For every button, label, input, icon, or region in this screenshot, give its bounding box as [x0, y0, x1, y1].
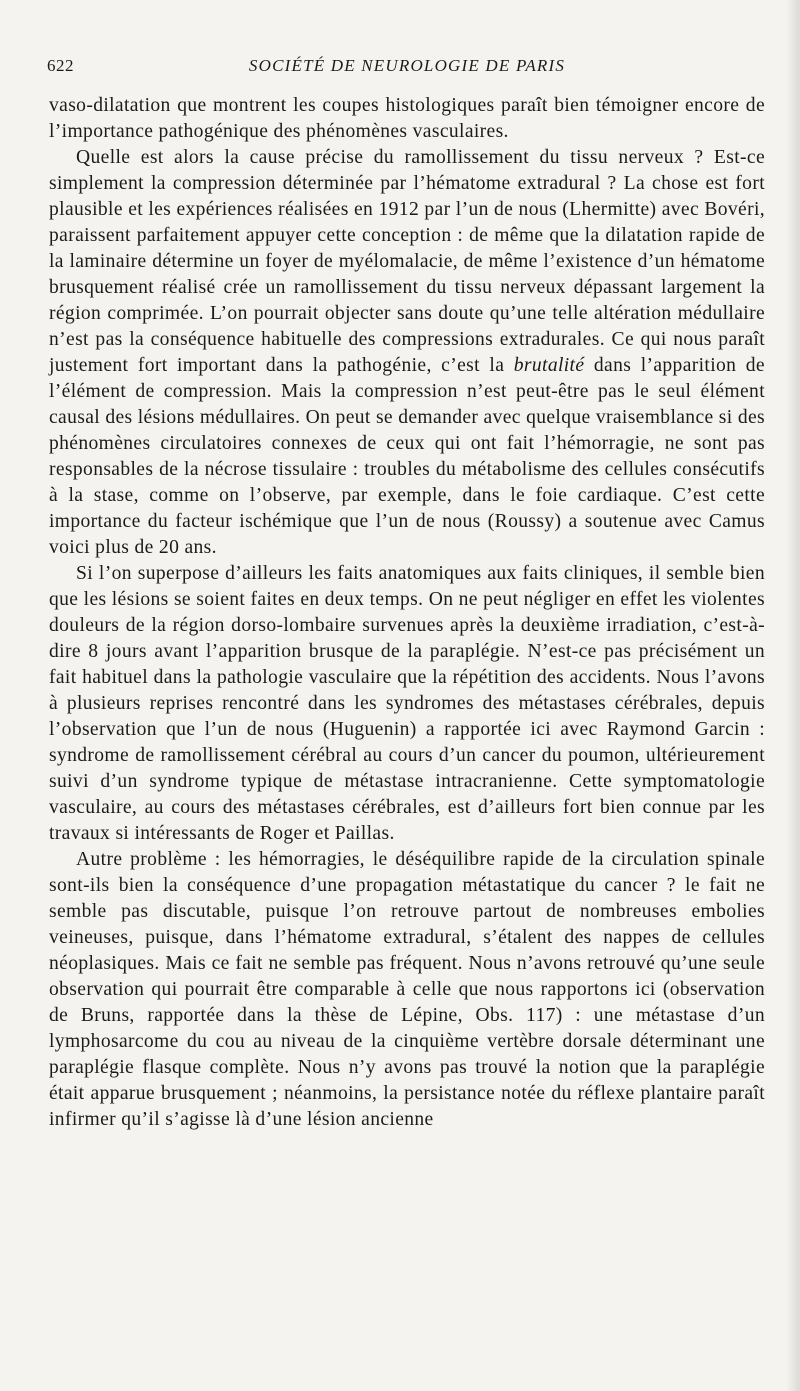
page-header: [47, 56, 767, 82]
paragraph-1: vaso-dilatation que montrent les coupes histologiques paraît bien témoigner encore de l’importance pathogénique des phénomènes vasculaires.: [49, 95, 765, 142]
body-text: [49, 93, 765, 1133]
italic-term: brutalité: [513, 355, 585, 376]
page-edge-shadow: [786, 0, 800, 1391]
paragraph-3: Si l’on superpose d’ailleurs les faits anatomiques aux faits cliniques, il semble bien que les lésions se soient faites en deux temps. On ne peut négliger en effet les violentes douleurs de la région dorso-lombaire survenues après la deuxième irradiation, c’est-à-dire 8 jours avant l’apparition brusque de la paraplégie. N’est-ce pas précisément un fait habituel dans la pathologie vasculaire que la répétition des accidents. Nous l’avons à plusieurs reprises rencontré dans les syndromes des métastases cérébrales, depuis l’observation que l’un de nous (Huguenin) a rapportée ici avec Raymond Garcin : syndrome de ramollissement cérébral au cours d’un cancer du poumon, ultérieurement suivi d’un syndrome typique de métastase intracranienne. Cette symptomatologie vasculaire, au cours des métastases cérébrales, est d’ailleurs fort bien connue par les travaux si intéressants de Roger et Paillas.: [49, 563, 765, 844]
paragraph-4: Autre problème : les hémorragies, le déséquilibre rapide de la circulation spinale sont-ils bien la conséquence d’une propagation métastatique du cancer ? le fait ne semble pas discutable, puisque l’on retrouve partout de nombreuses embolies veineuses, puisque, dans l’hématome extradural, s’étalent des nappes de cellules néoplasiques. Mais ce fait ne semble pas fréquent. Nous n’avons retrouvé qu’une seule observation qui pourrait être comparable à celle que nous rapportons ici (observation de Bruns, rapportée dans la thèse de Lépine, Obs. 117) : une métastase d’un lymphosarcome du cou au niveau de la cinquième vertèbre dorsale déterminant une paraplégie flasque complète. Nous n’y avons pas trouvé la notion que la paraplégie était apparue brusquement ; néanmoins, la persistance notée du réflexe plantaire paraît infirmer qu’il s’agisse là d’une lésion ancienne: [49, 849, 765, 1130]
running-title: SOCIÉTÉ DE NEUROLOGIE DE PARIS: [248, 56, 566, 75]
paragraph-2: Quelle est alors la cause précise du ramollissement du tissu nerveux ? Est-ce simplement la compression déterminée par l’hématome extradural ? La chose est fort plausible et les expériences réalisées en 1912 par l’un de nous (Lhermitte) avec Bovéri, paraissent parfaitement appuyer cette conception : de même que la dilatation rapide de la laminaire détermine un foyer de myélomalacie, de même l’existence d’un hématome brusquement réalisé crée un ramollissement du tissu nerveux dépassant largement la région comprimée. L’on pourrait objecter sans doute qu’une telle altération médullaire n’est pas la conséquence habituelle des compressions extradurales. Ce qui nous paraît justement fort important dans la pathogénie, c’est la brutalité dans l’apparition de l’élément de compression. Mais la compression n’est peut-être pas le seul élément causal des lésions médullaires. On peut se demander avec quelque vraisemblance si des phénomènes circulatoires connexes de ceux qui ont fait l’hémorragie, ne sont pas responsables de la nécrose tissulaire : troubles du métabolisme des cellules consécutifs à la stase, comme on l’observe, par exemple, dans le foie cardiaque. C’est cette importance du facteur ischémique que l’un de nous (Roussy) a soutenue avec Camus voici plus de 20 ans.: [49, 147, 765, 558]
page-number: 622: [47, 56, 74, 75]
